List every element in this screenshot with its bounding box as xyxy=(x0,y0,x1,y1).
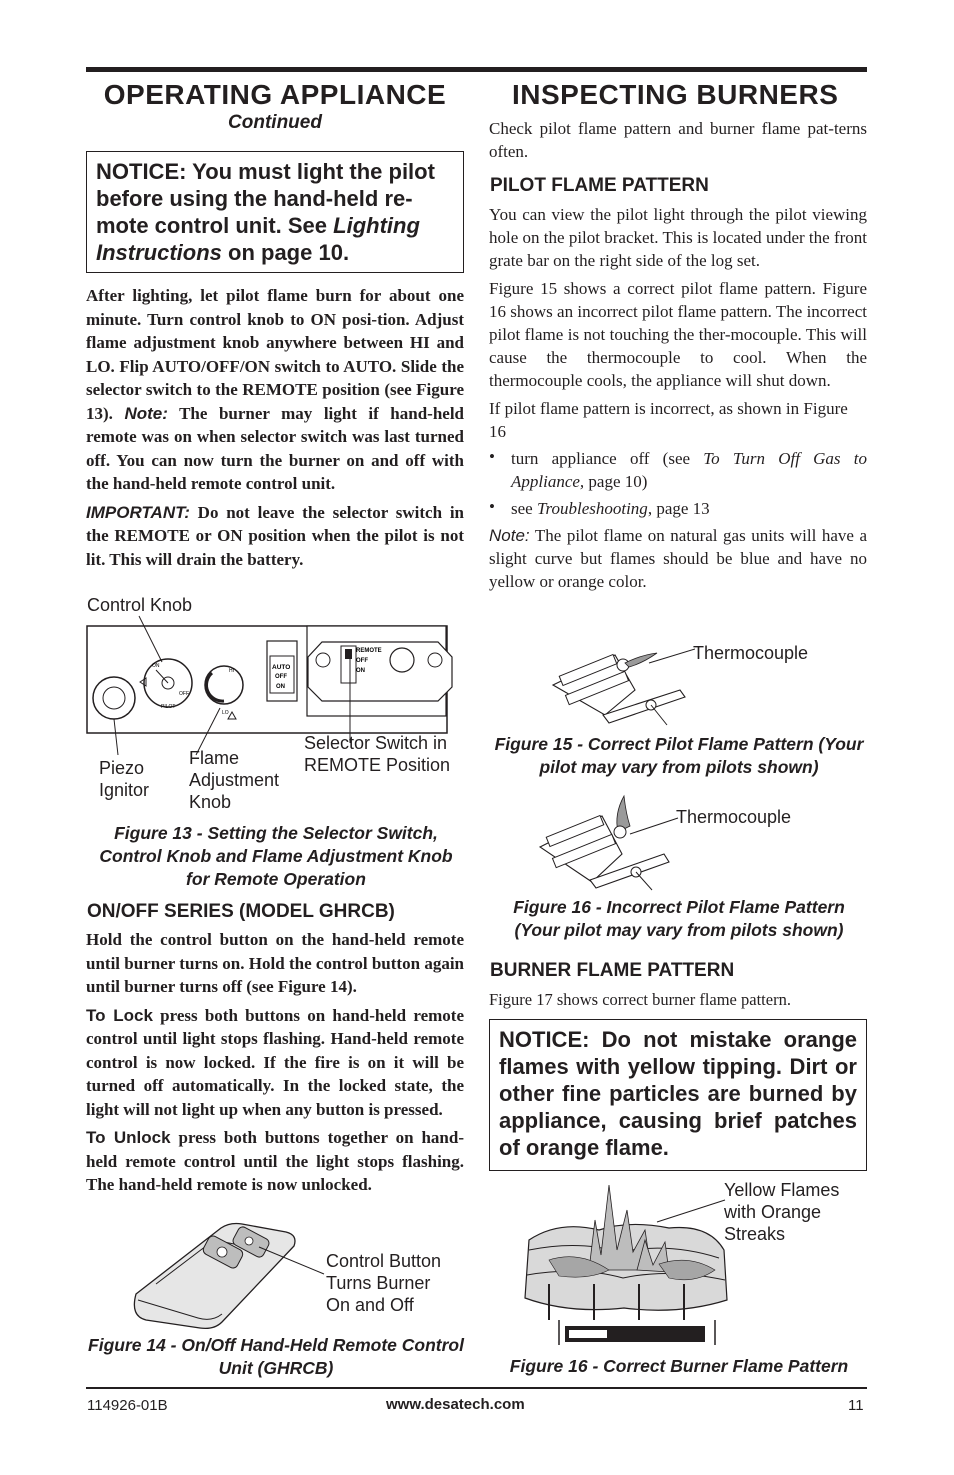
pilot-flame-text xyxy=(489,203,867,593)
unlock-paragraph xyxy=(86,1126,464,1197)
bullet-dot: • xyxy=(489,497,495,516)
bullet-troubleshooting xyxy=(489,497,867,520)
bullet2-em: Troubleshooting xyxy=(536,499,648,518)
yellow-flames-label: Yellow Flames with Orange Streaks xyxy=(724,1180,840,1244)
knob-lo-text: LO xyxy=(222,710,229,716)
figure-14-caption: Figure 14 - On/Off Hand-Held Remote Control Unit (GHRCB) xyxy=(88,1335,464,1378)
selector-off-text: OFF xyxy=(356,658,368,664)
thermocouple-label-fig16: Thermocouple xyxy=(676,807,792,827)
pilot-note-label: Note: xyxy=(489,526,530,545)
piezo-ignitor-label: Piezo Ignitor xyxy=(99,758,150,800)
remote-control-illustration xyxy=(126,1222,326,1332)
lighting-paragraph xyxy=(86,284,464,496)
knob-hi-text: HI xyxy=(229,668,234,674)
figure-13-caption: Figure 13 - Setting the Selector Switch, Control Knob and Flame Adjustment Knob for Remote Operation xyxy=(99,823,453,889)
figure-15-caption: Figure 15 - Correct Pilot Flame Pattern (Your pilot may vary from pilots shown) xyxy=(494,734,864,777)
thermocouple-label-fig15: Thermocouple xyxy=(693,643,809,663)
bullet-1-text xyxy=(511,447,867,493)
pilot-paragraph-1: You can view the pilot light through the pilot viewing hole on the pilot bracket. This is located under the front grate bar on the right side of the log set. xyxy=(489,205,867,270)
control-knob-label: Control Knob xyxy=(87,595,193,615)
top-rule xyxy=(86,67,867,72)
unlock-text: press both buttons together on hand-held remote control until the light stops flashing. The hand-held remote is now unlocked. xyxy=(86,1128,464,1194)
bullet-turn-off xyxy=(489,447,867,493)
figure-15-pilot-illustration xyxy=(545,635,695,730)
note-label: Note: xyxy=(124,403,168,423)
selector-remote-text: REMOTE xyxy=(356,648,382,654)
continued-subtitle: Continued xyxy=(228,112,322,133)
bullet2-a: see xyxy=(511,499,537,518)
svg-text:PILOT: PILOT xyxy=(161,704,176,710)
bullet-2-text xyxy=(511,497,867,520)
para1-text: After lighting, let pilot flame burn for about one minute. Turn control knob to ON posi-tion. Adjust flame adjustment knob anywhere between HI and LO. Flip AUTO/OFF/ON switch to AUTO. Slide the selector switch to the REMOTE position (see Figure 13). xyxy=(86,286,464,423)
selector-switch-label: Selector Switch in REMOTE Position xyxy=(304,733,451,775)
burner-flame-pattern-heading: BURNER FLAME PATTERN xyxy=(490,960,735,981)
inspecting-intro: Check pilot flame pattern and burner flame pat-terns often. xyxy=(489,119,867,161)
bullet2-b: , page 13 xyxy=(647,499,710,518)
svg-text:ON: ON xyxy=(152,663,160,669)
bullet-dot: • xyxy=(489,447,495,466)
bottom-rule xyxy=(86,1387,867,1389)
page-number: 11 xyxy=(848,1397,864,1414)
lock-text: press both buttons on hand-held remote control until light stops flashing. Hand-held remote control is now locked. If the fire is on it will be turned off automatically. In the locked state, the light will not light up when any button is pressed. xyxy=(86,1005,464,1119)
website-link[interactable]: www.desatech.com xyxy=(386,1396,525,1413)
inspecting-burners-heading: INSPECTING BURNERS xyxy=(512,79,839,110)
operating-appliance-heading: OPERATING APPLIANCE xyxy=(103,79,447,110)
orange-flame-notice-box: NOTICE: Do not mistake orange flames with yellow tipping. Dirt or other fine particles are burned by appliance, causing brief patches of orange flame. xyxy=(489,1019,867,1171)
important-text: Do not leave the selector switch in the REMOTE or ON position when the pilot is not lit. This will drain the battery. xyxy=(86,502,464,569)
control-button-label: Control Button Turns Burner On and Off xyxy=(326,1251,442,1315)
figure-17-caption: Figure 16 - Correct Burner Flame Pattern xyxy=(509,1356,849,1376)
pilot-note-text: The pilot flame on natural gas units will have a slight curve but flames should be blue and have no yellow or orange color. xyxy=(489,526,867,591)
lighting-notice-box xyxy=(86,151,464,273)
figure-16-caption: Figure 16 - Incorrect Pilot Flame Pattern (Your pilot may vary from pilots shown) xyxy=(513,897,845,940)
pilot-paragraph-3: If pilot flame pattern is incorrect, as shown in Figure 16 xyxy=(489,399,848,441)
lock-label: To Lock xyxy=(86,1005,153,1025)
switch-auto-text: AUTO xyxy=(272,664,291,671)
selector-on-text: ON xyxy=(356,668,365,674)
svg-text:OFF: OFF xyxy=(179,691,189,697)
bullet1-b: page 10) xyxy=(584,472,648,491)
part-number: 114926-01B xyxy=(87,1397,168,1414)
switch-off-text: OFF xyxy=(275,674,287,680)
notice-link-text: Lighting Instructions xyxy=(96,213,420,265)
burner-flame-illustration xyxy=(519,1180,729,1350)
pilot-paragraph-2: Figure 15 shows a correct pilot flame pattern. Figure 16 shows an incorrect pilot flame pattern. The incorrect pilot flame is not touching the ther-mocouple. This will cause the thermocouple to cool. When the thermocouple cools, the appliance will shut down. xyxy=(489,279,867,390)
onoff-series-heading: ON/OFF SERIES (MODEL GHRCB) xyxy=(87,901,395,922)
unlock-label: To Unlock xyxy=(86,1128,171,1147)
inspecting-text xyxy=(489,117,867,163)
burner-flame-text xyxy=(489,988,867,1011)
figure-16-pilot-illustration xyxy=(532,792,682,892)
onoff-paragraph: Hold the control button on the hand-held remote until burner turns on. Hold the control button again until burner turns off (see Figure 14). xyxy=(86,930,464,996)
onoff-instructions xyxy=(86,928,464,1197)
bullet1-a: turn appliance off (see xyxy=(511,449,704,468)
para1-note-text: The burner may light if hand-held remote was on when selector switch was last turned off. You can now turn the burner on and off with the hand-held remote control unit. xyxy=(86,403,464,493)
flame-adjustment-knob-label: Flame Adjustment Knob xyxy=(189,748,280,812)
pilot-note xyxy=(489,524,867,593)
lighting-instructions xyxy=(86,284,464,571)
burner-paragraph: Figure 17 shows correct burner flame pattern. xyxy=(489,990,791,1009)
lock-paragraph xyxy=(86,1004,464,1122)
notice-text-b: on page 10. xyxy=(221,240,350,265)
bullet1-em: To Turn Off Gas to Appliance, xyxy=(511,449,867,491)
pilot-flame-pattern-heading: PILOT FLAME PATTERN xyxy=(490,175,709,196)
important-label: IMPORTANT: xyxy=(86,502,190,522)
notice-text-a: NOTICE: You must light the pilot before using the hand-held re-mote control unit. See xyxy=(96,159,435,238)
switch-on-text: ON xyxy=(276,684,285,690)
important-paragraph xyxy=(86,501,464,572)
